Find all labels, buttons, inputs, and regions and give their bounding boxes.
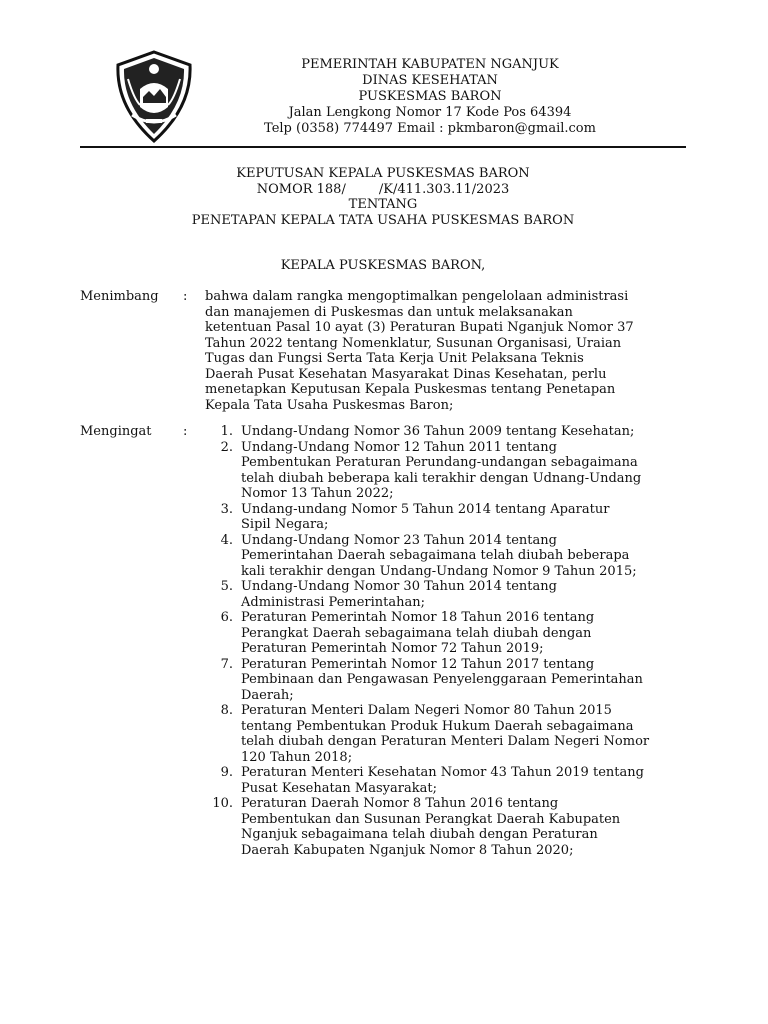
list-item-text xyxy=(241,533,695,580)
list-item-text xyxy=(241,440,695,502)
mengingat-item xyxy=(205,579,695,610)
menimbang-line: Kepala Tata Usaha Puskesmas Baron; xyxy=(205,397,454,413)
mengingat-item xyxy=(205,502,695,533)
list-item-number: 4. xyxy=(220,532,233,548)
letterhead xyxy=(230,57,630,137)
list-item-line: Undang-Undang Nomor 12 Tahun 2011 tentang xyxy=(241,439,557,455)
list-item-line: Pembinaan dan Pengawasan Penyelenggaraan Pemerintahan xyxy=(241,672,643,687)
list-item-line: Undang-Undang Nomor 30 Tahun 2014 tentang xyxy=(241,579,557,594)
list-item-text xyxy=(241,765,695,796)
menimbang-label: Menimbang xyxy=(80,289,159,304)
list-item-line: Peraturan Pemerintah Nomor 72 Tahun 2019; xyxy=(241,641,544,656)
mengingat-item xyxy=(205,796,695,858)
list-item-line: Nomor 13 Tahun 2022; xyxy=(241,486,394,501)
regency-emblem-logo xyxy=(110,49,198,145)
mengingat-item xyxy=(205,765,695,796)
list-item-line: Undang-Undang Nomor 23 Tahun 2014 tentang xyxy=(241,532,557,548)
list-item-line: Peraturan Pemerintah Nomor 18 Tahun 2016 tentang xyxy=(241,610,595,625)
list-item-line: Peraturan Menteri Kesehatan Nomor 43 Tahun 2019 tentang xyxy=(241,765,644,780)
menimbang-line: Daerah Pusat Kesehatan Masyarakat Dinas Kesehatan, perlu xyxy=(205,366,607,382)
mengingat-label: Mengingat xyxy=(80,424,152,439)
list-item-line: Peraturan Pemerintah Nomor 12 Tahun 2017 tentang xyxy=(241,656,595,672)
menimbang-colon: : xyxy=(183,289,188,304)
list-item-number: 10. xyxy=(212,796,233,811)
list-item-line: 120 Tahun 2018; xyxy=(241,749,353,765)
list-item-number: 3. xyxy=(220,501,233,517)
list-item-line: Pemerintahan Daerah sebagaimana telah diubah beberapa xyxy=(241,548,630,563)
menimbang-line: bahwa dalam rangka mengoptimalkan pengelolaan administrasi xyxy=(205,289,629,304)
issuer-heading: KEPALA PUSKESMAS BARON, xyxy=(280,258,486,273)
list-item-number: 1. xyxy=(220,424,233,439)
list-item-text xyxy=(241,502,695,533)
list-item-line: telah diubah dengan Peraturan Menteri Dalam Negeri Nomor xyxy=(241,734,650,749)
letterhead-government: PEMERINTAH KABUPATEN NGANJUK xyxy=(301,57,559,72)
list-item-line: Sipil Negara; xyxy=(241,517,329,532)
list-item-number: 8. xyxy=(220,703,233,718)
mengingat-item xyxy=(205,440,695,502)
list-item-line: Pembentukan Peraturan Perundang-undangan sebagaimana xyxy=(241,455,638,470)
list-item-line: telah diubah beberapa kali terakhir dengan Udnang-Undang xyxy=(241,470,642,486)
menimbang-line: menetapkan Keputusan Kepala Puskesmas tentang Penetapan xyxy=(205,382,616,397)
list-item-line: Daerah Kabupaten Nganjuk Nomor 8 Tahun 2020; xyxy=(241,842,574,858)
letterhead-office: PUSKESMAS BARON xyxy=(358,89,502,104)
list-item-text xyxy=(241,424,695,440)
decree-title-line-3: TENTANG xyxy=(348,197,418,212)
menimbang-line: Tahun 2022 tentang Nomenklatur, Susunan Organisasi, Uraian xyxy=(205,335,622,351)
mengingat-list xyxy=(205,424,695,858)
mengingat-item xyxy=(205,610,695,657)
list-item-line: Peraturan Menteri Dalam Negeri Nomor 80 Tahun 2015 xyxy=(241,703,612,718)
letterhead-divider xyxy=(80,146,686,148)
list-item-number: 5. xyxy=(220,579,233,594)
letterhead-contact: Telp (0358) 774497 Email : pkmbaron@gmail.com xyxy=(264,121,596,136)
mengingat-item xyxy=(205,424,695,440)
list-item-number: 9. xyxy=(220,765,233,780)
mengingat-item xyxy=(205,533,695,580)
mengingat-item xyxy=(205,657,695,704)
list-item-text xyxy=(241,657,695,704)
mengingat-item xyxy=(205,703,695,765)
list-item-text xyxy=(241,703,695,765)
decree-title-line-1: KEPUTUSAN KEPALA PUSKESMAS BARON xyxy=(236,166,530,181)
list-item-number: 2. xyxy=(220,439,233,455)
list-item-number: 7. xyxy=(220,656,233,672)
menimbang-line: ketentuan Pasal 10 ayat (3) Peraturan Bupati Nganjuk Nomor 37 xyxy=(205,320,634,335)
list-item-line: Daerah; xyxy=(241,687,294,703)
menimbang-line: dan manajemen di Puskesmas dan untuk melaksanakan xyxy=(205,304,573,320)
decree-subject: PENETAPAN KEPALA TATA USAHA PUSKESMAS BARON xyxy=(191,212,575,228)
decree-number: NOMOR 188/ /K/411.303.11/2023 xyxy=(256,181,510,197)
letterhead-address: Jalan Lengkong Nomor 17 Kode Pos 64394 xyxy=(288,105,572,120)
list-item-line: Nganjuk sebagaimana telah diubah dengan Peraturan xyxy=(241,827,598,842)
list-item-text xyxy=(241,796,695,858)
decree-title xyxy=(80,166,686,228)
list-item-line: Perangkat Daerah sebagaimana telah diubah dengan xyxy=(241,625,592,641)
list-item-line: Pusat Kesehatan Masyarakat; xyxy=(241,780,437,796)
list-item-text xyxy=(241,579,695,610)
list-item-line: tentang Pembentukan Produk Hukum Daerah sebagaimana xyxy=(241,718,634,734)
list-item-text xyxy=(241,610,695,657)
menimbang-line: Tugas dan Fungsi Serta Tata Kerja Unit Pelaksana Teknis xyxy=(205,351,584,366)
menimbang-text xyxy=(205,289,695,413)
letterhead-agency: DINAS KESEHATAN xyxy=(362,73,498,88)
list-item-line: kali terakhir dengan Undang-Undang Nomor 9 Tahun 2015; xyxy=(241,563,637,579)
list-item-line: Undang-Undang Nomor 36 Tahun 2009 tentang Kesehatan; xyxy=(241,424,635,439)
list-item-line: Undang-undang Nomor 5 Tahun 2014 tentang Aparatur xyxy=(241,501,610,517)
list-item-line: Administrasi Pemerintahan; xyxy=(241,594,426,610)
list-item-line: Peraturan Daerah Nomor 8 Tahun 2016 tentang xyxy=(241,796,559,811)
list-item-line: Pembentukan dan Susunan Perangkat Daerah Kabupaten xyxy=(241,811,621,827)
list-item-number: 6. xyxy=(220,610,233,625)
mengingat-colon: : xyxy=(183,424,188,439)
